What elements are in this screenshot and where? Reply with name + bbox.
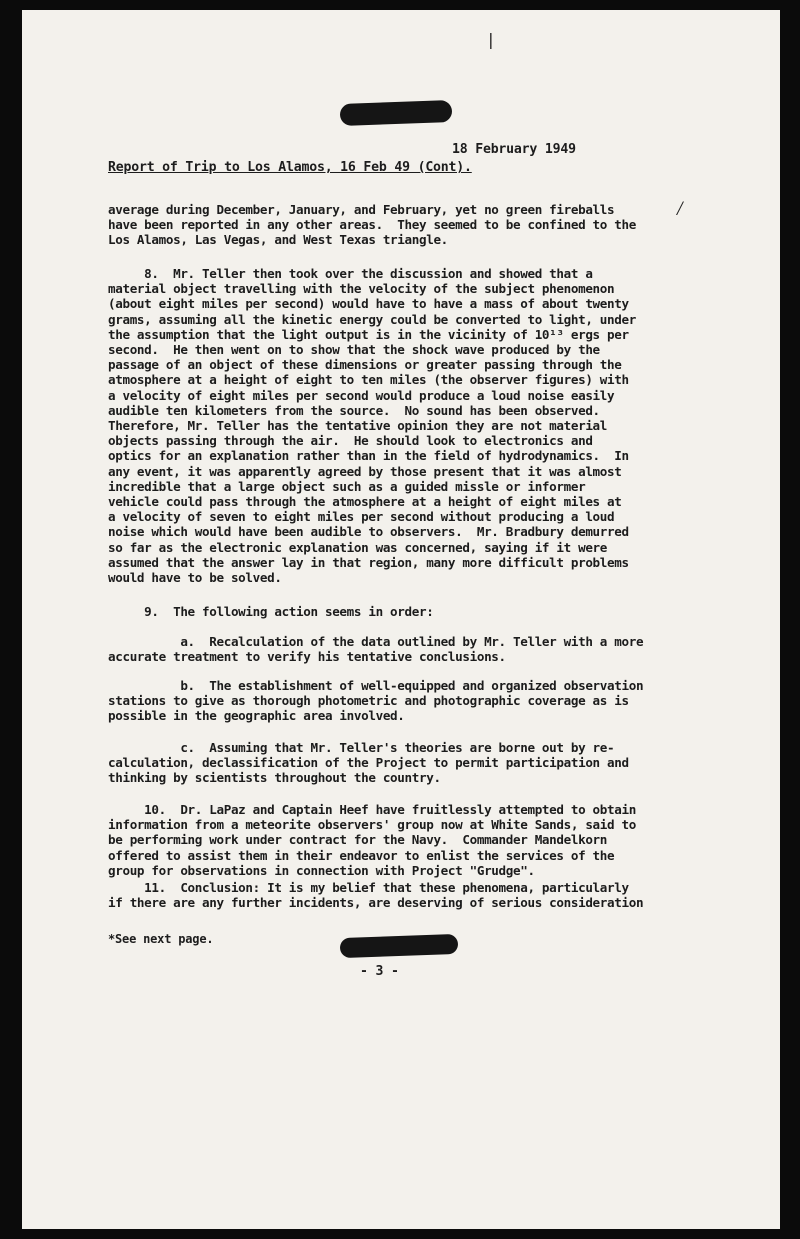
paragraph-9: [108, 604, 708, 619]
text-line: vehicle could pass through the atmosphere at a height of eight miles at: [108, 494, 622, 510]
paragraph-continuation: [108, 202, 708, 248]
text-line: material object travelling with the velocity of the subject phenomenon: [108, 281, 615, 297]
text-line: 11. Conclusion: It is my belief that these phenomena, particularly: [108, 880, 629, 895]
stray-mark: |: [486, 30, 496, 49]
footnote-see-next-page: *See next page.: [108, 932, 214, 946]
text-line: the assumption that the light output is in the vicinity of 10¹³ ergs per: [108, 326, 629, 342]
text-line: assumed that the answer lay in that region, many more difficult problems: [108, 554, 629, 570]
text-line: (about eight miles per second) would have to have a mass of about twenty: [108, 296, 629, 312]
text-line: Los Alamos, Las Vegas, and West Texas triangle.: [108, 232, 448, 248]
text-line: have been reported in any other areas. They seemed to be confined to the: [108, 217, 636, 233]
text-line: second. He then went on to show that the shock wave produced by the: [108, 342, 600, 358]
text-line: 8. Mr. Teller then took over the discussion and showed that a: [108, 266, 593, 281]
page-number: - 3 -: [360, 964, 399, 979]
paragraph-9c: [108, 740, 708, 786]
text-line: atmosphere at a height of eight to ten miles (the observer figures) with: [108, 372, 629, 388]
paragraph-9b: [108, 678, 708, 724]
paragraph-8: [108, 266, 708, 585]
text-line: group for observations in connection with Project "Grudge".: [108, 862, 535, 878]
text-line: a velocity of eight miles per second would produce a loud noise easily: [108, 387, 615, 403]
report-date: 18 February 1949: [452, 142, 576, 157]
text-line: passage of an object of these dimensions or greater passing through the: [108, 357, 622, 373]
text-line: Therefore, Mr. Teller has the tentative opinion they are not material: [108, 418, 608, 434]
text-line: a. Recalculation of the data outlined by Mr. Teller with a more: [108, 634, 644, 649]
redacted-classification-top: [340, 100, 453, 126]
text-line: objects passing through the air. He should look to electronics and: [108, 433, 593, 449]
text-line: a velocity of seven to eight miles per second without producing a loud: [108, 509, 615, 525]
text-line: stations to give as thorough photometric and photographic coverage as is: [108, 693, 629, 709]
text-line: possible in the geographic area involved.: [108, 708, 405, 724]
redacted-classification-bottom: [340, 934, 459, 958]
text-line: would have to be solved.: [108, 570, 282, 586]
text-line: any event, it was apparently agreed by those present that it was almost: [108, 463, 622, 479]
text-line: c. Assuming that Mr. Teller's theories are borne out by re-: [108, 740, 615, 755]
text-line: 9. The following action seems in order:: [108, 604, 434, 619]
margin-mark: ⁄: [674, 196, 687, 220]
text-line: grams, assuming all the kinetic energy could be converted to light, under: [108, 311, 636, 327]
text-line: if there are any further incidents, are deserving of serious consideration: [108, 895, 644, 911]
report-title: Report of Trip to Los Alamos, 16 Feb 49 (Cont).: [108, 160, 472, 175]
text-line: be performing work under contract for the Navy. Commander Mandelkorn: [108, 832, 608, 848]
text-line: information from a meteorite observers' group now at White Sands, said to: [108, 817, 636, 833]
document-page: [22, 10, 780, 1229]
text-line: audible ten kilometers from the source. No sound has been observed.: [108, 402, 600, 418]
text-line: noise which would have been audible to observers. Mr. Bradbury demurred: [108, 524, 629, 540]
paragraph-11: [108, 880, 708, 910]
text-line: optics for an explanation rather than in the field of hydrodynamics. In: [108, 448, 629, 464]
text-line: incredible that a large object such as a guided missle or informer: [108, 478, 586, 494]
text-line: 10. Dr. LaPaz and Captain Heef have fruitlessly attempted to obtain: [108, 802, 636, 817]
text-line: so far as the electronic explanation was concerned, saying if it were: [108, 539, 608, 555]
text-line: offered to assist them in their endeavor to enlist the services of the: [108, 847, 615, 863]
text-line: accurate treatment to verify his tentative conclusions.: [108, 649, 506, 665]
text-line: average during December, January, and February, yet no green fireballs: [108, 202, 615, 217]
text-line: thinking by scientists throughout the country.: [108, 770, 441, 786]
text-line: calculation, declassification of the Project to permit participation and: [108, 755, 629, 771]
paragraph-9a: [108, 634, 708, 664]
text-line: b. The establishment of well-equipped and organized observation: [108, 678, 644, 693]
paragraph-10: [108, 802, 708, 878]
